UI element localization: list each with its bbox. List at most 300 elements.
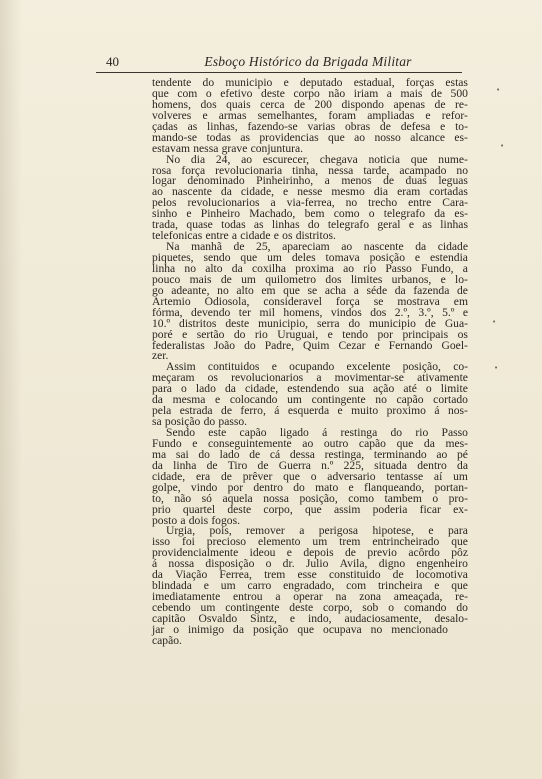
word: de: [233, 240, 245, 254]
word: no: [375, 393, 387, 407]
word: acôrdo: [408, 546, 440, 560]
word: em: [261, 283, 276, 297]
word: excelente: [346, 360, 391, 374]
word: revolucionarios: [231, 371, 304, 385]
word: passo.: [218, 415, 248, 429]
word: capão: [396, 393, 424, 407]
word: n.º: [321, 458, 334, 472]
word: apenas: [393, 97, 426, 111]
word: o: [310, 469, 317, 483]
word: ma: [152, 447, 167, 461]
word: as: [253, 218, 264, 232]
word: tentasse: [386, 469, 424, 483]
word: deles: [291, 251, 316, 264]
word: 2.º,: [394, 305, 410, 319]
word: iriam: [353, 86, 379, 100]
word: o: [368, 207, 375, 221]
word: disposição: [205, 557, 255, 571]
word: de: [249, 447, 261, 461]
word: do: [456, 601, 468, 614]
word: mesma: [172, 393, 206, 407]
word: telegrafo: [327, 218, 370, 232]
word: foram: [328, 108, 357, 122]
word: e: [434, 579, 440, 593]
word: que: [297, 622, 315, 636]
word: posto: [152, 513, 178, 527]
word: ter: [238, 305, 252, 319]
word: restinga,: [324, 447, 365, 461]
word: mostrava: [397, 294, 440, 308]
word: ao: [341, 240, 353, 254]
word: de: [221, 404, 232, 418]
word: rosa: [152, 163, 172, 177]
word: foi: [181, 535, 195, 549]
word: remover: [246, 524, 285, 538]
word: golpe,: [152, 480, 181, 494]
word: re-: [455, 590, 468, 604]
word: nos-: [447, 404, 468, 418]
word: de: [431, 86, 442, 100]
word: lado: [195, 382, 216, 396]
word: depois: [303, 546, 334, 560]
word: proxima: [295, 261, 334, 275]
word: da: [434, 207, 446, 221]
word: acampado: [399, 163, 447, 177]
word: do: [307, 218, 320, 232]
word: ferro,: [240, 404, 266, 418]
word: estadual,: [353, 76, 395, 89]
word: ex-: [453, 502, 468, 516]
word: um: [287, 393, 302, 407]
word: geral: [377, 218, 401, 232]
word: e: [273, 229, 279, 243]
word: dentro: [417, 458, 447, 472]
word: que: [283, 283, 300, 297]
word: 5.º: [442, 305, 455, 319]
word: estendia: [429, 251, 468, 264]
word: só: [201, 491, 212, 505]
word: jar: [152, 622, 165, 636]
word: mando-se: [152, 130, 198, 144]
word: prêver: [242, 469, 273, 483]
word: situada: [374, 458, 407, 472]
word: da: [224, 382, 236, 396]
word: varias: [307, 119, 336, 133]
word: 225,: [343, 458, 364, 472]
word: que: [396, 436, 414, 450]
word: muito: [351, 404, 379, 418]
word: Avila,: [339, 557, 368, 571]
word: Guerra: [278, 458, 311, 472]
word: e: [440, 119, 446, 133]
word: eram: [397, 185, 421, 199]
word: linhas: [440, 218, 468, 232]
word: e: [215, 393, 221, 407]
word: ao: [354, 130, 366, 144]
word: acha: [324, 283, 347, 297]
word: sendo: [203, 251, 231, 264]
word: e: [289, 611, 296, 625]
word: homens,: [283, 305, 323, 319]
word: grave: [221, 141, 248, 155]
page-number: 40: [106, 54, 119, 69]
word: to,: [152, 491, 164, 505]
word: 500: [450, 86, 468, 100]
word: via-ferrea,: [286, 196, 335, 210]
word: João: [213, 338, 236, 352]
word: posição,: [299, 491, 338, 505]
word: co-: [453, 360, 468, 374]
word: que: [240, 251, 258, 264]
word: corpo: [293, 86, 320, 100]
text-line: [152, 338, 468, 352]
word: restinga: [340, 426, 378, 439]
word: fórma,: [152, 305, 183, 319]
word: Sintz,: [250, 611, 277, 625]
word: lo-: [455, 272, 468, 286]
word: e: [182, 327, 188, 341]
word: dos: [325, 272, 342, 286]
word: da: [394, 283, 406, 297]
word: Cara-: [442, 196, 468, 210]
word: Passo: [441, 426, 468, 439]
word: e: [408, 218, 414, 232]
paper-speck: •: [500, 142, 505, 150]
word: ameaçada,: [393, 590, 443, 604]
word: nascente: [171, 185, 212, 199]
word: estendendo: [287, 382, 340, 396]
word: mais: [400, 86, 423, 100]
word: do: [198, 447, 210, 461]
word: perigosa: [318, 524, 359, 538]
word: nume-: [438, 152, 468, 166]
word: e: [462, 305, 468, 319]
word: á: [274, 404, 280, 418]
word: revolucionarios: [187, 196, 260, 210]
word: dessa: [289, 447, 315, 461]
text-line: [152, 622, 448, 636]
word: do: [244, 338, 256, 352]
word: efetivo: [220, 86, 253, 100]
word: no: [184, 261, 196, 275]
word: que: [327, 130, 345, 144]
word: ao: [436, 447, 448, 461]
word: de: [220, 272, 232, 286]
word: a: [462, 261, 468, 275]
word: da: [152, 568, 163, 582]
word: ocupando: [289, 360, 335, 374]
word: contingente: [311, 393, 366, 407]
word: consideravel: [263, 294, 322, 308]
word: da: [152, 458, 163, 472]
word: 200: [314, 97, 332, 111]
word: nosso: [374, 130, 401, 144]
word: a: [275, 590, 281, 604]
word: dia: [190, 152, 206, 166]
word: cortadas: [429, 185, 468, 199]
word: se: [307, 283, 318, 297]
word: no: [217, 283, 229, 297]
word: posição: [252, 622, 289, 636]
word: sa: [152, 415, 162, 429]
word: Fundo,: [420, 261, 454, 275]
word: nossa: [168, 557, 195, 571]
word: deputado: [299, 76, 343, 89]
word: e: [327, 327, 333, 341]
word: as: [422, 218, 432, 232]
word: estrada: [179, 404, 213, 418]
word: municipio,: [258, 316, 309, 330]
word: á: [434, 404, 440, 418]
word: Odiosola,: [204, 294, 250, 308]
word: capão.: [152, 633, 182, 647]
word: da: [220, 185, 232, 199]
word: força: [335, 294, 360, 308]
word: dia: [373, 185, 389, 199]
word: blindada: [152, 579, 192, 593]
word: sua: [348, 382, 364, 396]
word: no: [345, 196, 358, 210]
running-title: Esboço Histórico da Brigada Militar: [204, 54, 412, 69]
word: posição: [164, 415, 201, 429]
word: no: [456, 163, 468, 177]
word: cidade,: [244, 382, 279, 396]
word: rio: [363, 261, 377, 275]
word: para: [152, 382, 172, 396]
word: Artemio: [152, 294, 191, 308]
word: a: [231, 229, 238, 243]
word: e: [186, 207, 192, 221]
word: fogos.: [211, 513, 240, 527]
word: para: [447, 524, 468, 538]
word: sob: [362, 601, 379, 614]
word: piquetes,: [152, 251, 194, 264]
word: ideou: [249, 546, 276, 560]
word: distritos.: [295, 229, 336, 243]
word: um: [220, 579, 236, 593]
word: previo: [367, 546, 397, 560]
word: apareciam: [282, 240, 330, 254]
word: locomotiva: [415, 568, 468, 582]
word: nesse: [297, 185, 323, 199]
word: homens,: [152, 97, 191, 111]
word: assim: [333, 502, 361, 516]
word: revolucionaria: [215, 163, 283, 177]
word: e: [271, 360, 277, 374]
word: os: [457, 327, 468, 341]
word: urbanos,: [391, 272, 432, 286]
word: de: [294, 97, 306, 111]
word: que: [451, 579, 468, 593]
word: Fundo: [152, 436, 182, 450]
word: cidade: [437, 240, 468, 254]
word: tinha,: [292, 163, 319, 177]
word: que: [283, 469, 300, 483]
word: posição: [369, 251, 405, 264]
word: fazenda: [413, 283, 450, 297]
word: não: [328, 86, 346, 100]
word: do: [233, 327, 246, 341]
word: pela: [152, 404, 172, 418]
word: dentro: [253, 480, 283, 494]
word: outro: [323, 436, 349, 450]
word: cidade: [240, 229, 271, 243]
word: ao: [302, 436, 314, 450]
word: a: [299, 524, 305, 538]
word: corpo,: [263, 502, 293, 516]
word: manhã: [191, 240, 222, 254]
word: deste: [225, 316, 250, 330]
word: terminando: [373, 447, 427, 461]
word: ativamente: [417, 371, 468, 385]
word: do: [203, 415, 216, 429]
word: séde: [366, 283, 388, 297]
word: telegrafo: [383, 207, 425, 221]
word: 3.º,: [418, 305, 434, 319]
text-line: [152, 513, 468, 527]
word: entrou: [232, 590, 263, 604]
word: entre: [408, 196, 432, 210]
word: bem: [304, 207, 325, 221]
word: um: [267, 251, 282, 264]
word: um: [200, 601, 216, 614]
word: 10.º: [152, 316, 171, 330]
word: cerca: [260, 97, 285, 111]
word: sinho: [152, 207, 178, 221]
word: que: [304, 502, 322, 516]
word: dr.: [282, 557, 295, 571]
word: em: [453, 294, 468, 308]
word: Urgia,: [166, 524, 196, 538]
word: alcance: [410, 130, 445, 144]
word: Tiro: [227, 458, 248, 472]
word: pé: [456, 447, 468, 461]
word: ficar: [419, 502, 441, 516]
word: menos: [341, 174, 372, 188]
word: de: [383, 174, 395, 188]
word: mencionado: [391, 622, 448, 636]
word: nossa: [263, 491, 289, 505]
word: cidade,: [152, 469, 186, 483]
word: por: [227, 480, 244, 494]
word: ação: [373, 382, 395, 396]
paper-speck: •: [496, 86, 501, 94]
word: mil: [259, 305, 275, 319]
word: flanqueando,: [363, 480, 425, 494]
word: Assim: [166, 360, 196, 374]
word: operar: [293, 590, 323, 604]
word: a: [316, 371, 322, 385]
word: pouco: [152, 272, 181, 286]
word: esse: [297, 568, 317, 582]
word: leguas: [438, 174, 468, 188]
word: dos: [200, 97, 217, 111]
word: semelhantes,: [257, 108, 318, 122]
word: trem: [264, 568, 286, 582]
word: pôz: [451, 546, 468, 560]
word: da: [233, 622, 244, 636]
word: trecho: [368, 196, 398, 210]
word: conseguintemente: [207, 436, 292, 450]
word: Padre,: [264, 338, 294, 352]
word: es-: [454, 207, 468, 221]
body-text: [152, 78, 468, 647]
word: limite: [440, 382, 468, 396]
word: fazendo-se: [247, 119, 298, 133]
word: a: [324, 174, 330, 188]
word: Cezar: [338, 338, 366, 352]
word: federalistas: [152, 338, 205, 352]
word: de: [392, 568, 404, 582]
word: a: [270, 196, 276, 210]
word: de: [344, 546, 356, 560]
word: nascente: [363, 240, 404, 254]
word: a: [386, 86, 392, 100]
word: Julio: [305, 557, 329, 571]
word: rio: [254, 327, 268, 341]
word: logar: [152, 174, 176, 188]
word: do: [293, 480, 305, 494]
word: coxilha: [251, 261, 287, 275]
word: que: [152, 86, 169, 100]
word: um: [312, 535, 328, 549]
word: e: [192, 436, 198, 450]
word: poderia: [372, 502, 408, 516]
paper-speck: •: [494, 364, 499, 372]
word: o: [205, 86, 212, 100]
word: e: [202, 108, 208, 122]
word: por: [377, 327, 393, 341]
word: defesa: [400, 119, 431, 133]
word: capão: [239, 426, 267, 439]
word: todas: [221, 218, 246, 232]
word: da: [152, 393, 163, 407]
word: conjuntura.: [250, 141, 304, 155]
word: força: [181, 163, 206, 177]
word: dispondo: [341, 97, 384, 111]
word: linhas,: [207, 119, 238, 133]
word: deste: [227, 502, 252, 516]
word: tarde,: [363, 163, 390, 177]
word: aquela: [222, 491, 253, 505]
word: de: [434, 97, 446, 111]
word: se: [373, 294, 384, 308]
word: Goel-: [441, 338, 468, 352]
word: Sendo: [166, 426, 195, 439]
word: e: [203, 579, 209, 593]
word: Quim: [303, 338, 330, 352]
word: noticia: [368, 152, 401, 166]
word: ao: [343, 261, 355, 275]
word: o: [425, 382, 432, 396]
word: serra: [316, 316, 340, 330]
word: quartel: [182, 502, 216, 516]
word: o: [388, 601, 395, 614]
word: que: [410, 152, 428, 166]
word: não: [174, 491, 192, 505]
word: tambem: [384, 491, 422, 505]
word: com: [346, 579, 367, 593]
word: Na: [166, 240, 180, 254]
word: desalo-: [434, 611, 468, 625]
word: da: [231, 261, 243, 275]
word: de: [424, 316, 436, 330]
word: rio: [415, 426, 429, 439]
word: trincheira: [377, 579, 423, 593]
word: contituidos: [207, 360, 260, 374]
word: Passo: [385, 261, 412, 275]
word: cidade,: [240, 185, 275, 199]
